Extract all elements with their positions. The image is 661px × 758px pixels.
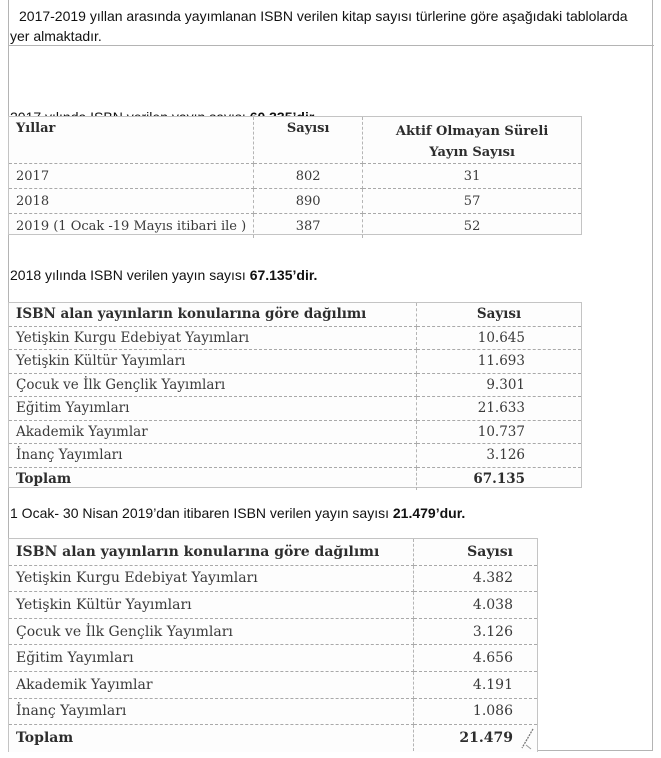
total-value: 67.135: [473, 470, 525, 487]
table-2017-scan: [8, 116, 582, 235]
table-row: [9, 444, 581, 468]
cell-inactive: 31: [363, 164, 581, 189]
total-value: 21.479: [459, 729, 513, 746]
total-label: Toplam: [9, 467, 417, 490]
heading-2018: [10, 266, 317, 284]
table-header-row: [9, 539, 537, 565]
cell-count: 3.126: [417, 444, 582, 468]
cell-count: 890: [254, 189, 363, 214]
heading-2018-total: 67.135’dir.: [249, 267, 318, 283]
cell-count: 4.382: [414, 565, 538, 592]
table-header-row: [9, 117, 581, 164]
table-row: [9, 592, 537, 619]
table-row: [9, 671, 537, 698]
stamp-mark-icon: [519, 728, 535, 750]
table-total-row: [9, 725, 537, 751]
header-count: Sayısı: [254, 117, 363, 164]
cell-count: 3.126: [414, 618, 538, 645]
cell-count: 10.737: [417, 420, 582, 444]
cell-subject: İnanç Yayımları: [9, 444, 417, 468]
cell-count: 11.693: [417, 350, 582, 374]
intro-text: 2017-2019 yıllan arasında yayımlanan ISBN verilen kitap sayısı türlerine göre aşağıdaki tablolarda yer almaktadır.: [10, 8, 628, 44]
cell-subject: Yetişkin Kültür Yayımları: [9, 350, 417, 374]
cell-count: 21.633: [417, 397, 582, 421]
table-row: [9, 420, 581, 444]
table-2018-scan: [8, 302, 582, 488]
table-row: [9, 565, 537, 592]
header-subject: ISBN alan yayınların konularına göre dağılımı: [9, 539, 414, 565]
cell-subject: Akademik Yayımlar: [9, 420, 417, 444]
heading-2019-text: 1 Ocak- 30 Nisan 2019’dan itibaren ISBN verilen yayın sayısı: [10, 505, 393, 521]
table-row: [9, 698, 537, 725]
cell-subject: Yetişkin Kültür Yayımları: [9, 592, 414, 619]
cell-count: 387: [254, 214, 363, 239]
table-2019-distribution: [9, 539, 537, 751]
table-row: [9, 645, 537, 672]
cell-count: 4.038: [414, 592, 538, 619]
total-label: Toplam: [9, 725, 414, 751]
table-row: [9, 350, 581, 374]
heading-2019: [10, 504, 465, 522]
cell-year: 2019 (1 Ocak -19 Mayıs itibari ile ): [9, 214, 254, 239]
header-years: Yıllar: [9, 117, 254, 164]
table-row: [9, 397, 581, 421]
cell-count: 802: [254, 164, 363, 189]
table-row: [9, 164, 581, 189]
table-header-row: [9, 303, 581, 326]
table-row: [9, 326, 581, 350]
table-row: [9, 373, 581, 397]
cell-count: 1.086: [414, 698, 538, 725]
table-row: [9, 618, 537, 645]
cell-subject: Yetişkin Kurgu Edebiyat Yayımları: [9, 326, 417, 350]
cell-count: 10.645: [417, 326, 582, 350]
heading-2019-total: 21.479’dur.: [392, 505, 466, 521]
cell-inactive: 52: [463, 218, 481, 234]
table-yearly-counts: [9, 117, 581, 238]
cell-subject: Çocuk ve İlk Gençlik Yayımları: [9, 618, 414, 645]
cell-count: 9.301: [417, 373, 582, 397]
cell-year: 2018: [9, 189, 254, 214]
cell-year: 2017: [9, 164, 254, 189]
heading-2018-text: 2018 yılında ISBN verilen yayın sayısı: [10, 267, 250, 283]
cell-subject: Eğitim Yayımları: [9, 645, 414, 672]
table-2018-distribution: [9, 303, 581, 490]
cell-subject: Eğitim Yayımları: [9, 397, 417, 421]
header-subject: ISBN alan yayınların konularına göre dağılımı: [9, 303, 417, 326]
header-inactive: Aktif Olmayan Süreli Yayın Sayısı: [363, 117, 581, 164]
cell-count: 4.191: [414, 671, 538, 698]
cell-inactive: 57: [363, 189, 581, 214]
cell-subject: Akademik Yayımlar: [9, 671, 414, 698]
cell-count: 4.656: [414, 645, 538, 672]
intro-paragraph: [10, 6, 640, 46]
cell-subject: Yetişkin Kurgu Edebiyat Yayımları: [9, 565, 414, 592]
table-row: [9, 189, 581, 214]
table-2019-scan: [8, 538, 538, 752]
header-count: Sayısı: [417, 303, 582, 326]
cell-subject: Çocuk ve İlk Gençlik Yayımları: [9, 373, 417, 397]
cell-subject: İnanç Yayımları: [9, 698, 414, 725]
table-total-row: [9, 467, 581, 490]
table-row: [9, 214, 581, 239]
header-count: Sayısı: [414, 539, 538, 565]
